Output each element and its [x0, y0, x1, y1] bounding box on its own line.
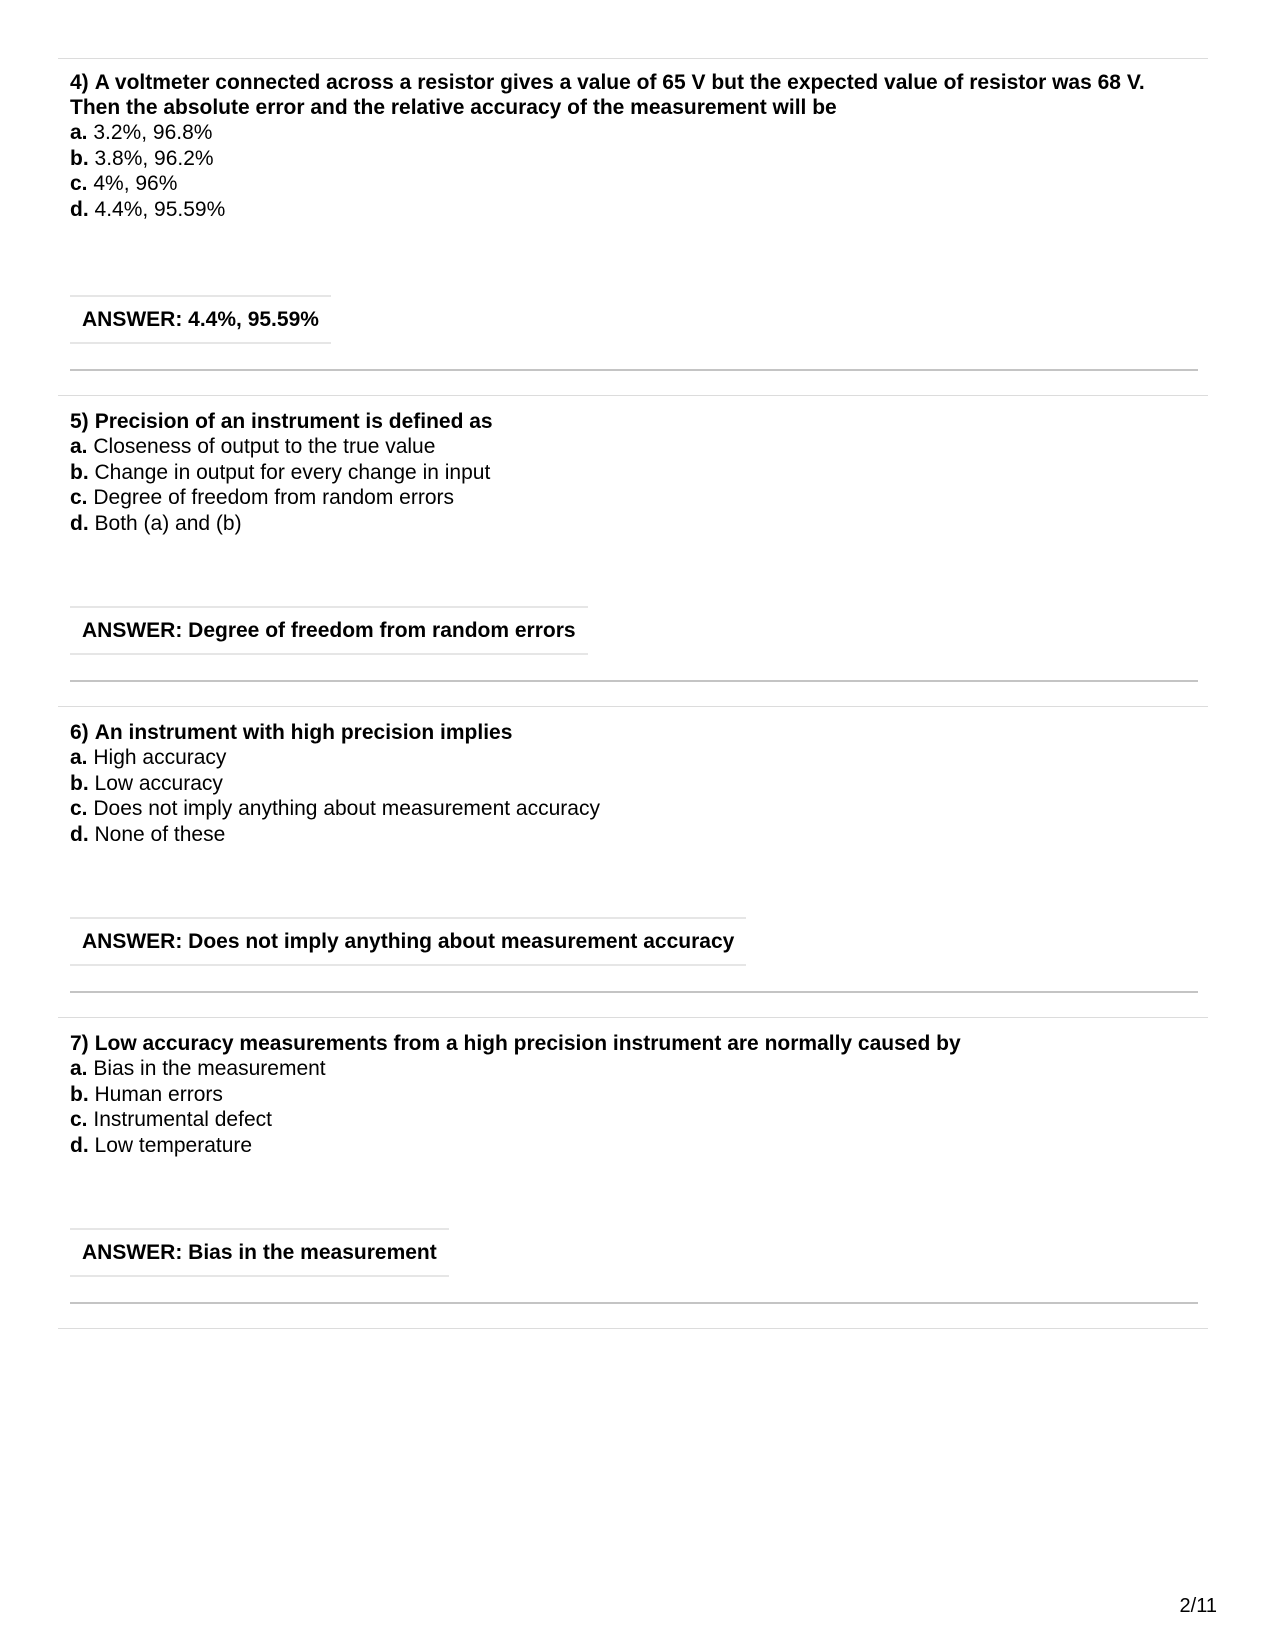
option-d: d. 4.4%, 95.59%: [70, 198, 226, 222]
answer-box: ANSWER: Bias in the measurement: [70, 1228, 449, 1277]
option-a: a. High accuracy: [70, 746, 227, 769]
answer-box: ANSWER: Degree of freedom from random errors: [70, 606, 588, 655]
options-list: [70, 434, 1190, 537]
page-number: 2/11: [1179, 1595, 1217, 1617]
options-list: [70, 1056, 1190, 1159]
question-4: [70, 70, 1190, 223]
question-text: 4) A voltmeter connected across a resistor gives a value of 65 V but the expected value of resistor was 68 V. Then the absolute error and the relative accuracy of the measurement will be: [70, 71, 1145, 119]
option-b: b. Human errors: [70, 1082, 223, 1106]
option-c: c. Degree of freedom from random errors: [70, 486, 454, 510]
separator: [70, 1302, 1198, 1304]
option-d: d. Low temperature: [70, 1134, 253, 1158]
separator: [70, 680, 1198, 682]
options-list: [70, 745, 1190, 848]
divider: [58, 706, 1208, 707]
options-list: [70, 120, 1190, 223]
question-7: [70, 1031, 1190, 1159]
option-c: c. Instrumental defect: [70, 1108, 272, 1132]
divider: [58, 1328, 1208, 1329]
option-a: a. Bias in the measurement: [70, 1057, 326, 1080]
question-text: 7) Low accuracy measurements from a high precision instrument are normally caused by: [70, 1032, 961, 1055]
option-c: c. Does not imply anything about measurement accuracy: [70, 797, 600, 821]
option-b: b. Change in output for every change in input: [70, 460, 491, 484]
option-d: d. None of these: [70, 823, 226, 847]
question-text: 6) An instrument with high precision implies: [70, 721, 513, 744]
separator: [70, 991, 1198, 993]
option-b: b. 3.8%, 96.2%: [70, 146, 214, 170]
divider: [58, 1017, 1208, 1018]
question-text: 5) Precision of an instrument is defined as: [70, 410, 493, 433]
option-a: a. 3.2%, 96.8%: [70, 121, 213, 144]
option-a: a. Closeness of output to the true value: [70, 435, 436, 458]
option-b: b. Low accuracy: [70, 771, 223, 795]
divider: [58, 58, 1208, 59]
option-d: d. Both (a) and (b): [70, 512, 242, 536]
answer-box: ANSWER: Does not imply anything about measurement accuracy: [70, 917, 746, 966]
separator: [70, 369, 1198, 371]
divider: [58, 395, 1208, 396]
question-5: [70, 409, 1190, 537]
option-c: c. 4%, 96%: [70, 172, 178, 196]
answer-box: ANSWER: 4.4%, 95.59%: [70, 295, 331, 344]
question-6: [70, 720, 1190, 848]
